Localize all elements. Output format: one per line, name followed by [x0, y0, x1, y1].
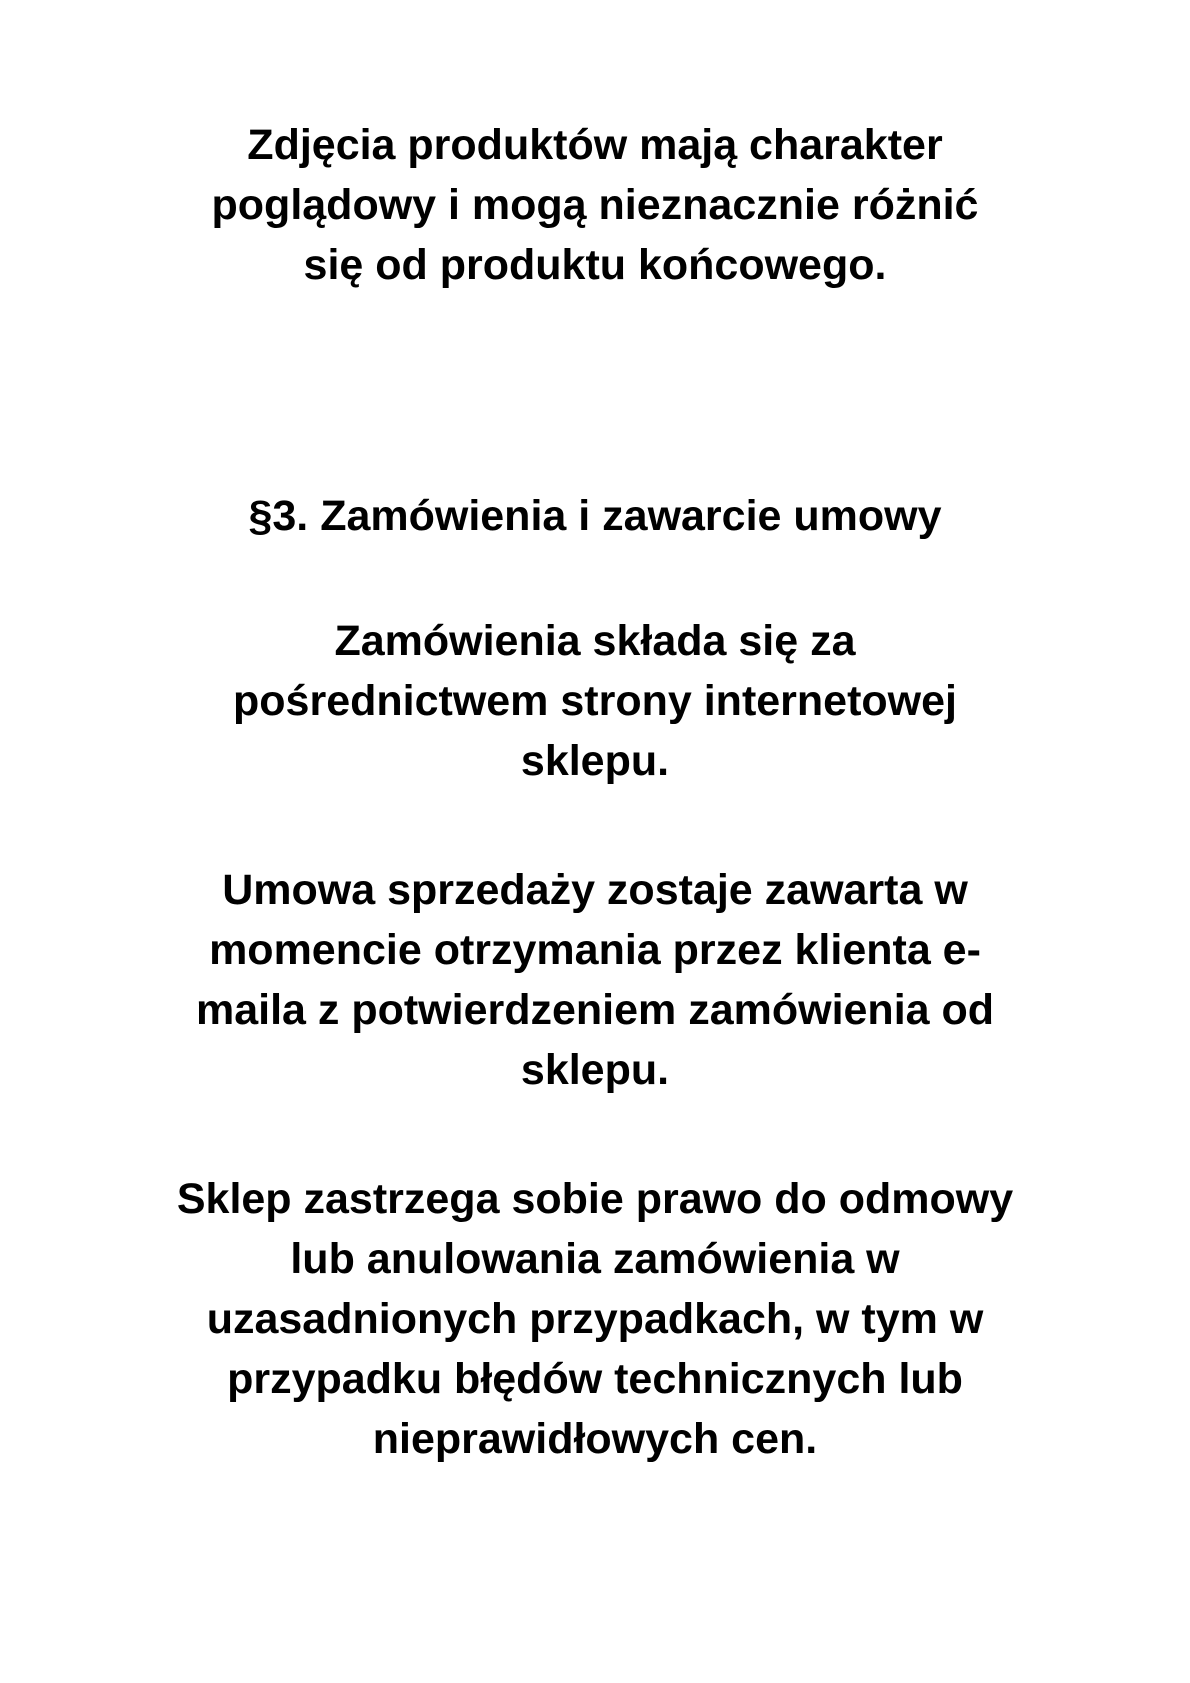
- text-line: Zamówienia składa się za: [334, 617, 856, 665]
- text-line: sklepu.: [520, 1046, 670, 1094]
- intro-note-paragraph: [95, 115, 1095, 295]
- text-line: Sklep zastrzega sobie prawo do odmowy: [176, 1175, 1014, 1223]
- text-line: poglądowy i mogą nieznacznie różnić: [211, 181, 979, 229]
- text-line: maila z potwierdzeniem zamówienia od: [195, 986, 995, 1034]
- contract-paragraph: [95, 860, 1095, 1100]
- text-line: momencie otrzymania przez klienta e-: [209, 926, 981, 974]
- text-line: pośrednictwem strony internetowej: [233, 677, 957, 725]
- text-line: się od produktu końcowego.: [303, 241, 887, 289]
- section-heading: [95, 486, 1095, 546]
- text-line: Umowa sprzedaży zostaje zawarta w: [222, 866, 968, 914]
- cancellation-paragraph: [95, 1169, 1095, 1469]
- text-line: sklepu.: [520, 737, 670, 785]
- orders-paragraph: [95, 611, 1095, 791]
- text-line: Zdjęcia produktów mają charakter: [247, 121, 943, 169]
- text-line: nieprawidłowych cen.: [372, 1415, 818, 1463]
- heading-line: §3. Zamówienia i zawarcie umowy: [248, 492, 942, 540]
- text-line: lub anulowania zamówienia w: [290, 1235, 900, 1283]
- text-line: uzasadnionych przypadkach, w tym w: [206, 1295, 984, 1343]
- text-line: przypadku błędów technicznych lub: [227, 1355, 963, 1403]
